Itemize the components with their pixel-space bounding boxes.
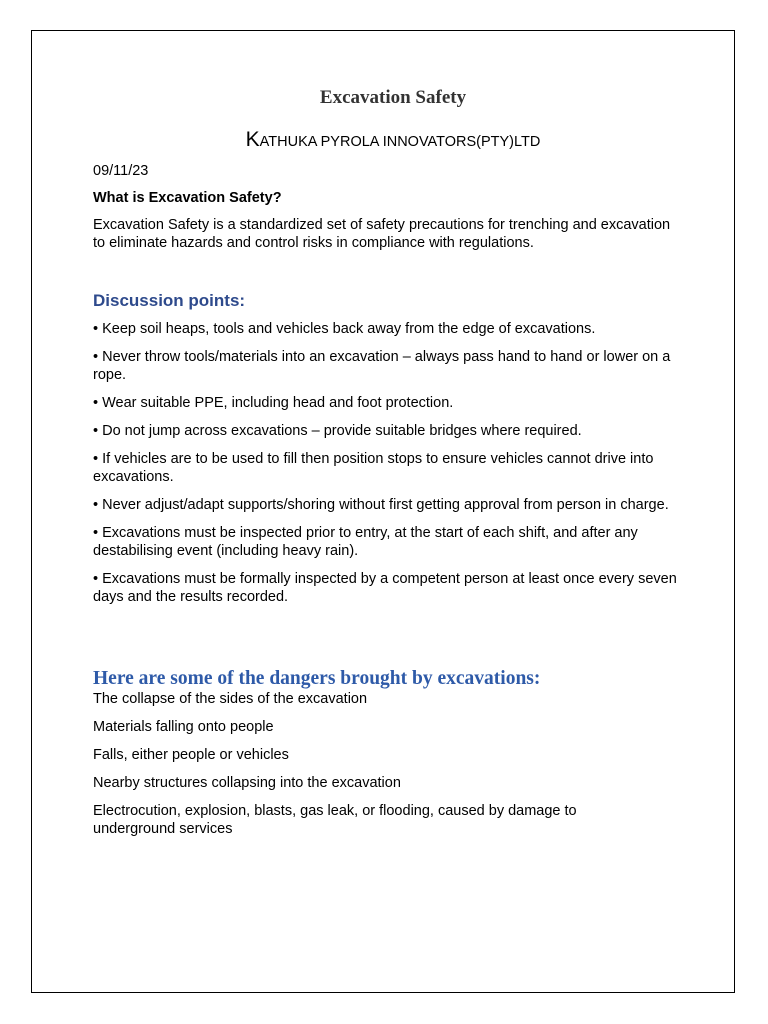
discussion-point: • If vehicles are to be used to fill then position stops to ensure vehicles cannot drive into excavations.: [93, 451, 654, 485]
company-name-rest: ATHUKA PYROLA INNOVATORS(PTY)LTD: [259, 134, 541, 150]
discussion-heading: Discussion points:: [93, 291, 246, 310]
discussion-points-list: [93, 320, 688, 616]
dangers-heading: Here are some of the dangers brought by excavations:: [93, 668, 541, 689]
discussion-point: • Excavations must be formally inspected by a competent person at least once every seven days and the results recorded.: [93, 571, 677, 605]
document-title: Excavation Safety: [319, 87, 467, 108]
discussion-point: • Do not jump across excavations – provide suitable bridges where required.: [93, 423, 582, 439]
danger-item: The collapse of the sides of the excavation: [93, 691, 368, 707]
document-date: 09/11/23: [93, 163, 149, 179]
danger-item: Electrocution, explosion, blasts, gas leak, or flooding, caused by damage to underground services: [93, 803, 577, 837]
danger-item: Nearby structures collapsing into the excavation: [93, 775, 401, 791]
discussion-point: • Excavations must be inspected prior to entry, at the start of each shift, and after any destabilising event (including heavy rain).: [93, 525, 638, 559]
discussion-point: • Never adjust/adapt supports/shoring without first getting approval from person in charge.: [93, 497, 669, 513]
company-initial: K: [245, 128, 260, 151]
discussion-point: • Keep soil heaps, tools and vehicles back away from the edge of excavations.: [93, 321, 596, 337]
dangers-list: [93, 690, 653, 848]
discussion-point: • Wear suitable PPE, including head and foot protection.: [93, 395, 454, 411]
question-heading: What is Excavation Safety?: [93, 190, 282, 206]
danger-item: Materials falling onto people: [93, 719, 274, 735]
intro-paragraph: Excavation Safety is a standardized set of safety precautions for trenching and excavation to eliminate hazards and control risks in compliance with regulations.: [93, 217, 671, 251]
danger-item: Falls, either people or vehicles: [93, 747, 289, 763]
discussion-point: • Never throw tools/materials into an excavation – always pass hand to hand or lower on a rope.: [93, 349, 671, 383]
company-name: [93, 127, 693, 155]
